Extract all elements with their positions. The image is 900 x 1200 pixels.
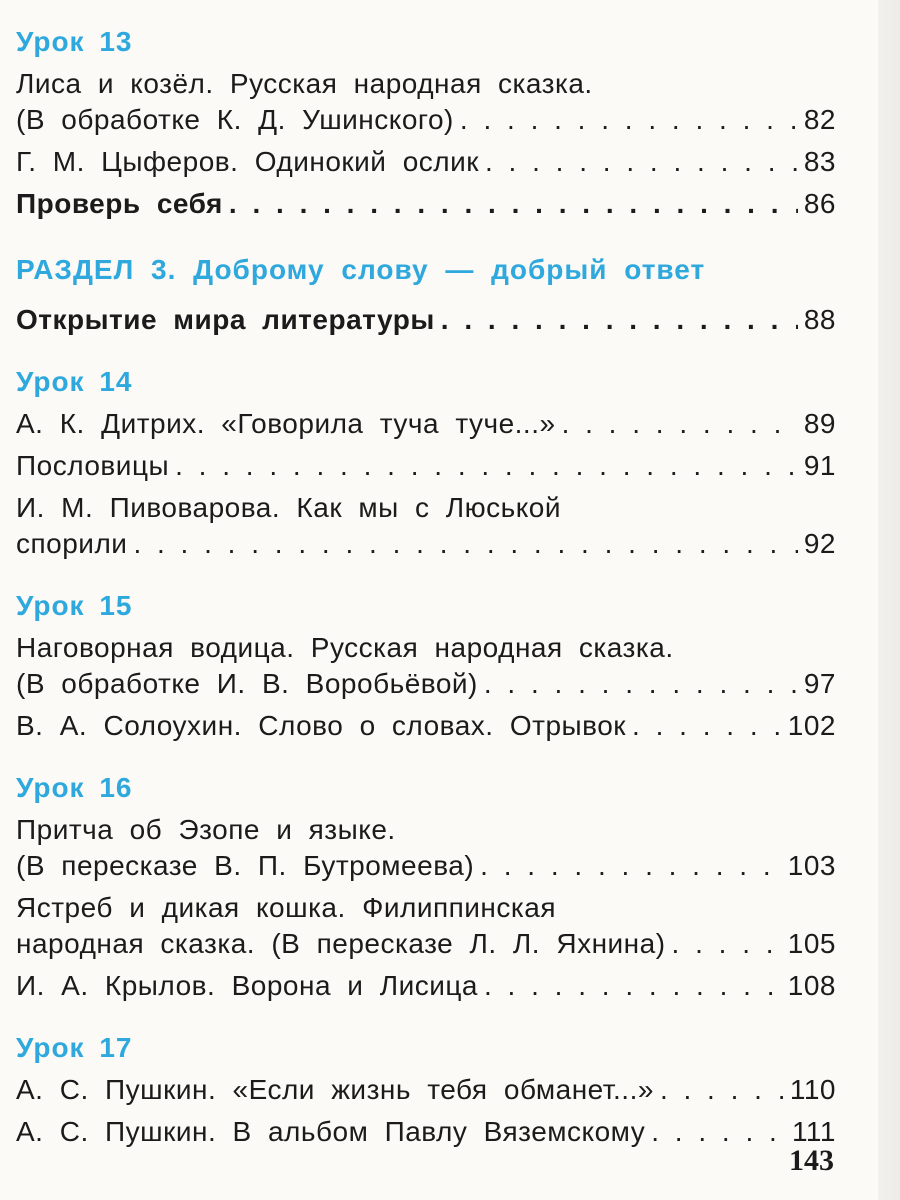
toc-entry-row xyxy=(16,302,836,338)
toc-entry-title: А. К. Дитрих. «Говорила туча туче...» xyxy=(16,408,556,439)
toc-entry-line: Притча об Эзопе и языке. xyxy=(16,814,396,845)
toc-page-number: 89 xyxy=(803,408,836,439)
toc-entry-title: А. С. Пушкин. В альбом Павлу Вяземскому xyxy=(16,1116,646,1147)
section-heading: РАЗДЕЛ 3. Доброму слову — добрый ответ xyxy=(16,254,706,285)
toc-page-number: 102 xyxy=(787,710,836,741)
toc-entry-row xyxy=(16,448,836,484)
dot-leader xyxy=(632,708,782,744)
toc-entry-title: А. С. Пушкин. «Если жизнь тебя обманет...» xyxy=(16,1074,654,1105)
spacer xyxy=(16,568,836,586)
toc-page-number: 91 xyxy=(803,450,836,481)
dot-leader xyxy=(484,968,782,1004)
toc-entry-row xyxy=(16,1114,836,1150)
toc-page-number: 103 xyxy=(787,850,836,881)
dot-leader xyxy=(480,848,782,884)
lesson-heading: Урок 13 xyxy=(16,26,133,57)
toc-entry[interactable] xyxy=(16,812,836,884)
toc-entry-title: спорили xyxy=(16,528,128,559)
toc-entry-title: Открытие мира литературы xyxy=(16,304,435,335)
toc-entry-title: (В обработке К. Д. Ушинского) xyxy=(16,104,454,135)
toc-entry-title: В. А. Солоухин. Слово о словах. Отрывок xyxy=(16,710,627,741)
toc-page-number: 105 xyxy=(787,928,836,959)
toc-entry-title: (В пересказе В. П. Бутромеева) xyxy=(16,850,475,881)
toc-entry-row xyxy=(16,102,836,138)
dot-leader xyxy=(562,406,798,442)
dot-leader xyxy=(660,1072,784,1108)
toc-entry-row xyxy=(16,666,836,702)
dot-leader xyxy=(229,186,798,222)
dot-leader xyxy=(175,448,798,484)
toc-entry[interactable] xyxy=(16,144,836,180)
dot-leader xyxy=(484,666,798,702)
toc-entry-title: Проверь себя xyxy=(16,188,223,219)
toc-entry[interactable] xyxy=(16,1072,836,1108)
dot-leader xyxy=(672,926,782,962)
toc-page-number: 86 xyxy=(803,188,836,219)
toc-entry-row xyxy=(16,186,836,222)
toc-entry-row xyxy=(16,144,836,180)
toc-page-number: 108 xyxy=(787,970,836,1001)
toc-entry[interactable] xyxy=(16,406,836,442)
toc-page-number: 83 xyxy=(803,146,836,177)
toc-entry[interactable] xyxy=(16,1114,836,1150)
toc-entry[interactable] xyxy=(16,302,836,338)
dot-leader xyxy=(133,526,797,562)
lesson-heading: Урок 14 xyxy=(16,366,133,397)
toc-entry[interactable] xyxy=(16,968,836,1004)
page-edge xyxy=(878,0,900,1200)
toc-entry-row xyxy=(16,926,836,962)
toc-entry-line: И. М. Пивоварова. Как мы с Люськой xyxy=(16,492,562,523)
toc-page-number: 92 xyxy=(803,528,836,559)
toc-page-number: 88 xyxy=(803,304,836,335)
toc-entry-line: Наговорная водица. Русская народная сказка. xyxy=(16,632,674,663)
lesson-heading: Урок 15 xyxy=(16,590,133,621)
toc-entry[interactable] xyxy=(16,630,836,702)
toc-entry-title: народная сказка. (В пересказе Л. Л. Яхнина) xyxy=(16,928,666,959)
toc-page-number: 110 xyxy=(789,1074,836,1105)
dot-leader xyxy=(651,1114,786,1150)
toc-entry[interactable] xyxy=(16,708,836,744)
toc-entry-row xyxy=(16,406,836,442)
spacer xyxy=(16,750,836,768)
toc-entry[interactable] xyxy=(16,186,836,222)
toc-entry-row xyxy=(16,526,836,562)
dot-leader xyxy=(485,144,798,180)
table-of-contents xyxy=(16,22,836,1156)
toc-page-number: 111 xyxy=(791,1116,836,1147)
dot-leader xyxy=(441,302,798,338)
lesson-heading: Урок 16 xyxy=(16,772,133,803)
toc-entry-title: Г. М. Цыферов. Одинокий ослик xyxy=(16,146,479,177)
toc-entry-title: (В обработке И. В. Воробьёвой) xyxy=(16,668,478,699)
toc-entry-line: Ястреб и дикая кошка. Филиппинская xyxy=(16,892,556,923)
spacer xyxy=(16,344,836,362)
toc-entry[interactable] xyxy=(16,448,836,484)
toc-entry-row xyxy=(16,708,836,744)
toc-entry-title: Пословицы xyxy=(16,450,170,481)
toc-entry[interactable] xyxy=(16,66,836,138)
page-number: 143 xyxy=(789,1144,834,1177)
toc-entry-row xyxy=(16,1072,836,1108)
toc-entry-row xyxy=(16,848,836,884)
spacer xyxy=(16,1010,836,1028)
toc-page-number: 97 xyxy=(803,668,836,699)
toc-entry[interactable] xyxy=(16,490,836,562)
toc-page-number: 82 xyxy=(803,104,836,135)
dot-leader xyxy=(460,102,798,138)
toc-entry-row xyxy=(16,968,836,1004)
lesson-heading: Урок 17 xyxy=(16,1032,133,1063)
toc-entry[interactable] xyxy=(16,890,836,962)
toc-entry-title: И. А. Крылов. Ворона и Лисица xyxy=(16,970,478,1001)
toc-entry-line: Лиса и козёл. Русская народная сказка. xyxy=(16,68,593,99)
